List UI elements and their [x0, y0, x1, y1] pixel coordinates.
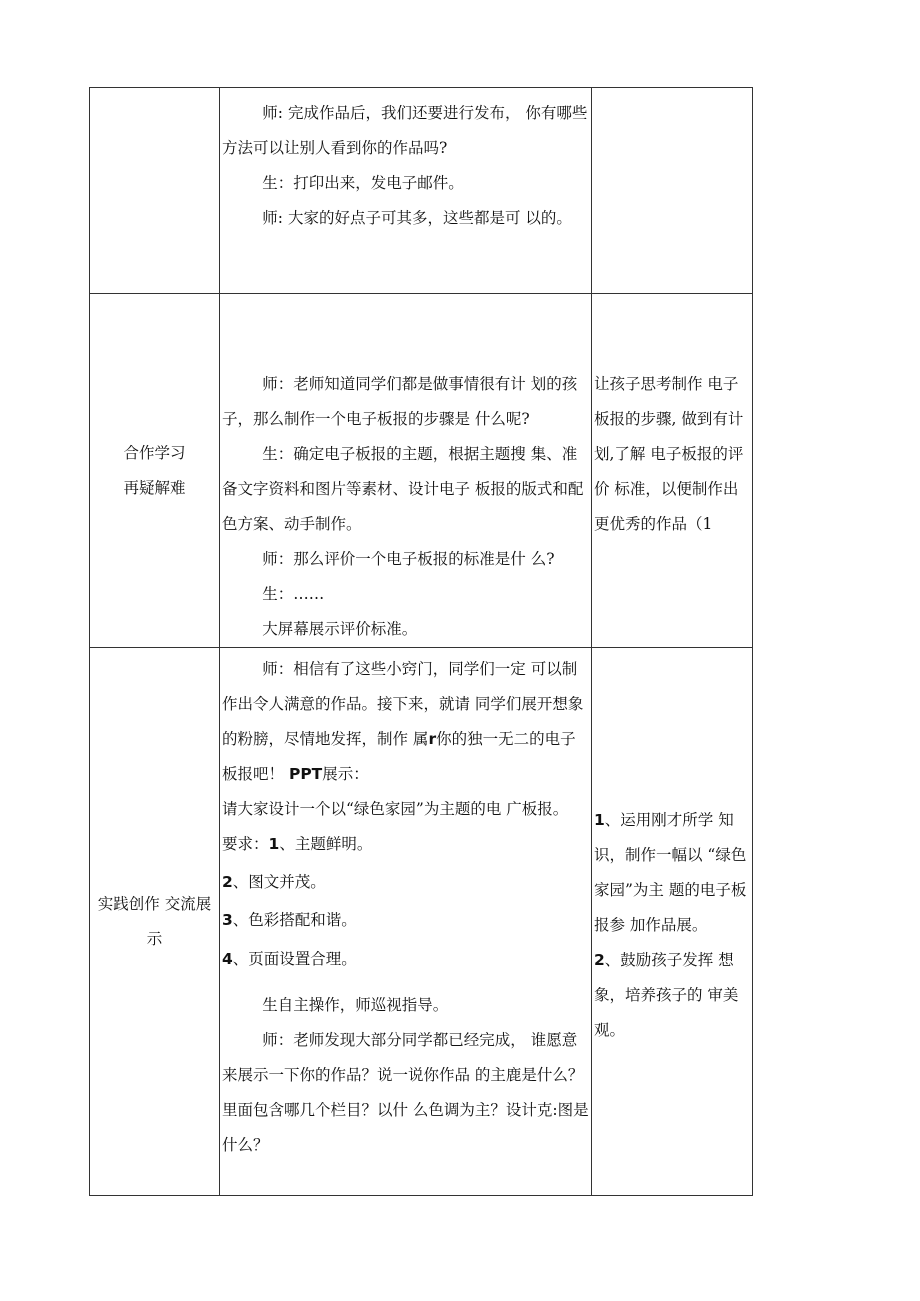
stage-cell [90, 294, 220, 648]
content-cell [220, 88, 592, 294]
paragraph: 生：…… [262, 585, 325, 603]
lesson-plan-table [89, 87, 753, 1196]
requirement-item: 要求：1、主题鲜明。 [222, 835, 373, 853]
stage-label: 示 [146, 929, 163, 948]
paragraph: 师: 完成作品后，我们还要进行发布， 你有哪些方法可以让别人看到你的作品吗? [222, 104, 588, 157]
stage-label: 实践创作 交流展 [97, 894, 212, 913]
paragraph: 师：老师知道同学们都是做事情很有计 划的孩子，那么制作一个电子板报的步骤是 什么呢? [222, 375, 578, 428]
intent-cell [592, 294, 753, 648]
intent-item: 2、鼓励孩子发挥 想象，培养孩子的 审美观。 [594, 951, 739, 1039]
intent-cell [592, 648, 753, 1196]
paragraph: 生：打印出来，发电子邮件。 [262, 174, 464, 192]
content-cell [220, 294, 592, 648]
ppt-label: PPT [288, 765, 323, 783]
paragraph: 大屏幕展示评价标准。 [262, 620, 418, 638]
paragraph: 师：老师发现大部分同学都已经完成， 谁愿意来展示一下你的作品？说一说你作品 的主鹿是什么？里面包含哪几个栏目？以什 么色调为主？设计克:图是什么？ [222, 1031, 589, 1154]
paragraph: 师：相信有了这些小窍门，同学们一定 可以制作出令人满意的作品。接下来，就请 同学们展开想象的粉膀，尽情地发挥，制作 属r你的独一无二的电子板报吧！ PPT展示： [222, 660, 584, 783]
requirement-item: 4、页面设置合理。 [222, 950, 357, 968]
paragraph: 生自主操作，师巡视指导。 [262, 996, 449, 1014]
paragraph: 请大家设计一个以“绿色家园”为主题的电 广板报。 [222, 800, 569, 818]
table-row [90, 88, 753, 294]
table-row [90, 294, 753, 648]
stage-label: 再疑解难 [123, 478, 186, 497]
intent-text: 让孩子思考制作 电子板报的步骤, 做到有计划,了解 电子板报的评价 标准，以便制作出 更优秀的作品（1 [594, 375, 744, 533]
intent-cell [592, 88, 753, 294]
paragraph: 师：那么评价一个电子板报的标准是什 么? [262, 550, 555, 568]
requirement-item: 2、图文并茂。 [222, 873, 326, 891]
paragraph: 生：确定电子板报的主题，根据主题搜 集、准备文字资料和图片等素材、设计电子 板报的版式和配色方案、动手制作。 [222, 445, 584, 533]
requirement-item: 3、色彩搭配和谐。 [222, 911, 357, 929]
intent-item: 1、运用刚才所学 知识，制作一幅以 “绿色家园”为主 题的电子板报参 加作品展。 [594, 811, 747, 934]
stage-cell [90, 88, 220, 294]
stage-cell [90, 648, 220, 1196]
table-row [90, 648, 753, 1196]
stage-label: 合作学习 [123, 443, 186, 462]
content-cell [220, 648, 592, 1196]
paragraph: 师: 大家的好点子可其多，这些都是可 以的。 [262, 209, 572, 227]
